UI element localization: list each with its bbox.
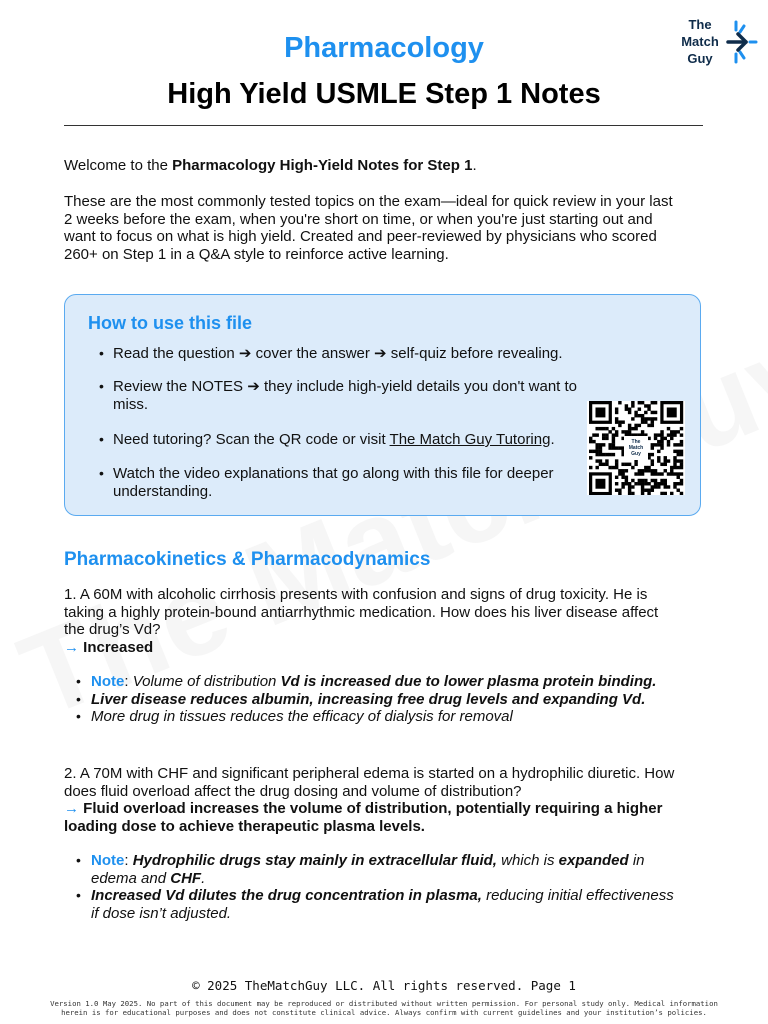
footer-disclaimer [30,999,738,1017]
bullet-icon: • [76,690,81,707]
note-italic: Volume of distribution [132,673,281,690]
question-line: taking a highly protein-bound antiarrhythmic medication. How does his liver disease affect [64,603,659,621]
paragraph-line: 260+ on Step 1 in a Q&A style to reinforce active learning. [64,245,449,263]
question-line: the drug’s Vd? [64,621,161,639]
paragraph-line: 2 weeks before the exam, when you're short on time, or when you're just starting out and [64,210,653,228]
bullet-line: understanding. [113,482,213,500]
note-item [76,708,706,726]
note-label: Note [91,673,125,690]
page-subtitle: High Yield USMLE Step 1 Notes [167,78,601,110]
header-divider [64,125,703,126]
footer-copyright: © 2025 TheMatchGuy LLC. All rights reserved. Page 1 [192,978,576,993]
question-line: 1. A 60M with alcoholic cirrhosis presents with confusion and signs of drug toxicity. He is [64,586,648,603]
note-italic: edema and [91,869,171,887]
panel-title: How to use this file [88,313,253,333]
note-bold: Hydrophilic drugs stay mainly in extracellular fluid, [132,852,497,869]
question-2 [64,765,704,835]
arrow-burst-icon [724,18,760,66]
bullet-icon: • [99,431,104,447]
bullet-text [113,378,613,413]
paragraph-line: These are the most commonly tested topics on the exam—ideal for quick review in your last [64,193,673,210]
note-item [76,887,706,922]
paragraph-line: want to focus on what is high yield. Created and peer-reviewed by physicians who scored [64,228,657,246]
note-italic: in [628,852,645,869]
welcome-suffix: . [472,157,477,174]
notes-2 [76,852,706,922]
note-italic: if dose isn’t adjusted. [91,904,232,922]
question-1 [64,586,704,656]
bullet-icon: • [99,345,104,361]
note-colon: : [124,673,133,690]
section-heading: Pharmacokinetics & Pharmacodynamics [64,549,431,570]
bullet-text: Read the question ➔ cover the answer ➔ self-quiz before revealing. [113,345,563,362]
note-italic: More drug in tissues reduces the efficacy of dialysis for removal [91,708,513,726]
note-item [76,852,706,887]
logo-line: Match [681,34,719,49]
bullet-line: Watch the video explanations that go along with this file for deeper [113,465,554,482]
disclaimer-line: herein is for educational purposes and does not constitute clinical advice. Always confirm with current guidelines and your institution’s policies. [61,1008,707,1017]
question-line: 2. A 70M with CHF and significant peripheral edema is started on a hydrophilic diuretic. How [64,765,675,782]
note-item [76,673,706,691]
bullet-suffix: . [550,431,555,448]
bullet-text [113,465,593,500]
bullet-icon: • [99,465,104,481]
bullet-icon: • [99,378,104,394]
bullet-text [113,431,593,449]
note-item [76,691,706,709]
answer-text: Fluid overload increases the volume of distribution, potentially requiring a higher [83,800,663,818]
welcome-text [64,157,704,175]
tutoring-link[interactable]: The Match Guy Tutoring [389,431,551,448]
how-to-use-panel [64,294,701,516]
disclaimer-line: Version 1.0 May 2025. No part of this document may be reproduced or distributed without written permission. For personal study only. Medical information [50,999,718,1008]
qr-label-line: Guy [631,451,641,457]
bullet-icon: • [76,887,81,904]
bullet-line: Review the NOTES ➔ they include high-yield details you don't want to [113,378,578,395]
note-bold: Liver disease reduces albumin, increasing free drug levels and expanding Vd. [91,690,646,708]
note-bold: Increased Vd dilutes the drug concentration in plasma, [91,887,482,905]
qr-center-label [624,436,648,460]
logo-line: Guy [687,51,713,66]
welcome-prefix: Welcome to the [64,157,173,174]
intro-paragraph [64,193,704,263]
note-colon: : [124,852,133,869]
note-bold: Vd is increased due to lower plasma protein binding. [280,673,657,690]
note-label: Note [91,852,125,869]
logo-line: The [688,17,712,32]
page-title: Pharmacology [284,32,484,64]
note-bold: expanded [558,852,629,869]
note-bold: CHF [170,869,202,887]
qr-label-line: The [631,439,641,445]
qr-code[interactable] [587,401,685,495]
question-line: does fluid overload affect the drug dosing and volume of distribution? [64,782,522,800]
answer-text: Increased [83,638,154,656]
arrow-icon: → [64,800,79,818]
bullet-icon: • [76,673,81,689]
bullet-icon: • [76,708,81,725]
bullet-prefix: Need tutoring? Scan the QR code or visit [113,431,390,448]
answer-2 [64,800,704,818]
answer-1 [64,639,704,657]
note-italic: which is [496,852,559,869]
logo-text [672,16,728,67]
bullet-icon: • [76,852,81,868]
answer-text: loading dose to achieve therapeutic plasma levels. [64,817,425,835]
brand-logo[interactable] [672,16,762,68]
note-italic: reducing initial effectiveness [481,887,674,905]
notes-1 [76,673,706,726]
note-italic: . [201,869,206,887]
qr-label-line: Match [628,445,644,451]
bullet-line: miss. [113,395,148,413]
welcome-bold: Pharmacology High-Yield Notes for Step 1 [172,157,473,174]
arrow-icon: → [64,638,79,656]
